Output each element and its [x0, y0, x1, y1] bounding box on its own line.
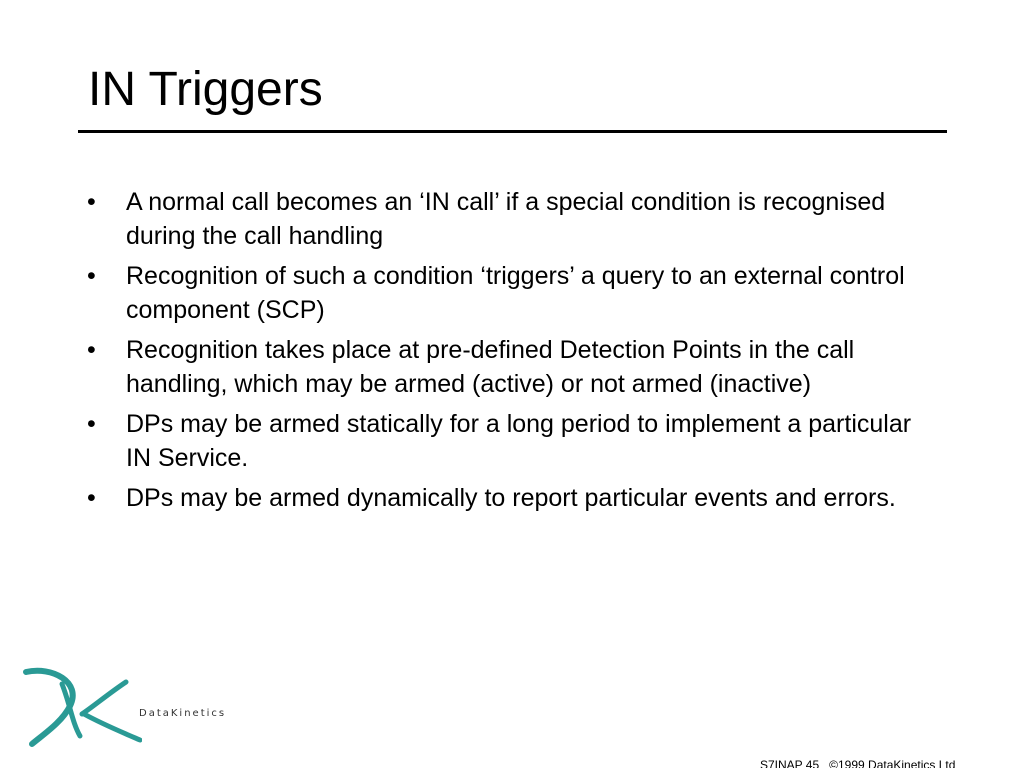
logo-wordmark: DataKinetics	[139, 708, 227, 719]
bullet-marker: •	[87, 188, 96, 216]
bullet-item	[83, 185, 943, 253]
bullet-marker: •	[87, 336, 96, 364]
bullet-item	[83, 481, 943, 515]
bullet-list	[83, 185, 943, 521]
bullet-text: A normal call becomes an ‘IN call’ if a special condition is recognised during the call handling	[126, 188, 886, 250]
bullet-marker: •	[87, 484, 96, 512]
bullet-marker: •	[87, 410, 96, 438]
slide-title: IN Triggers	[88, 63, 323, 116]
bullet-text: Recognition takes place at pre-defined Detection Points in the call handling, which may be armed (active) or not armed (inactive)	[126, 336, 855, 398]
slide-footer	[760, 758, 955, 768]
bullet-text: DPs may be armed statically for a long period to implement a particular IN Service.	[126, 410, 912, 472]
datakinetics-logo	[22, 664, 227, 750]
copyright-text: ©1999 DataKinetics Ltd	[829, 758, 956, 768]
bullet-item	[83, 259, 943, 327]
bullet-item	[83, 333, 943, 401]
dk-logo-mark-icon	[22, 664, 142, 750]
bullet-text: DPs may be armed dynamically to report particular events and errors.	[126, 484, 896, 512]
bullet-item	[83, 407, 943, 475]
slide-code: S7INAP 45	[760, 758, 820, 768]
bullet-text: Recognition of such a condition ‘triggers’ a query to an external control component (SCP)	[126, 262, 905, 324]
bullet-marker: •	[87, 262, 96, 290]
title-divider	[78, 130, 947, 133]
